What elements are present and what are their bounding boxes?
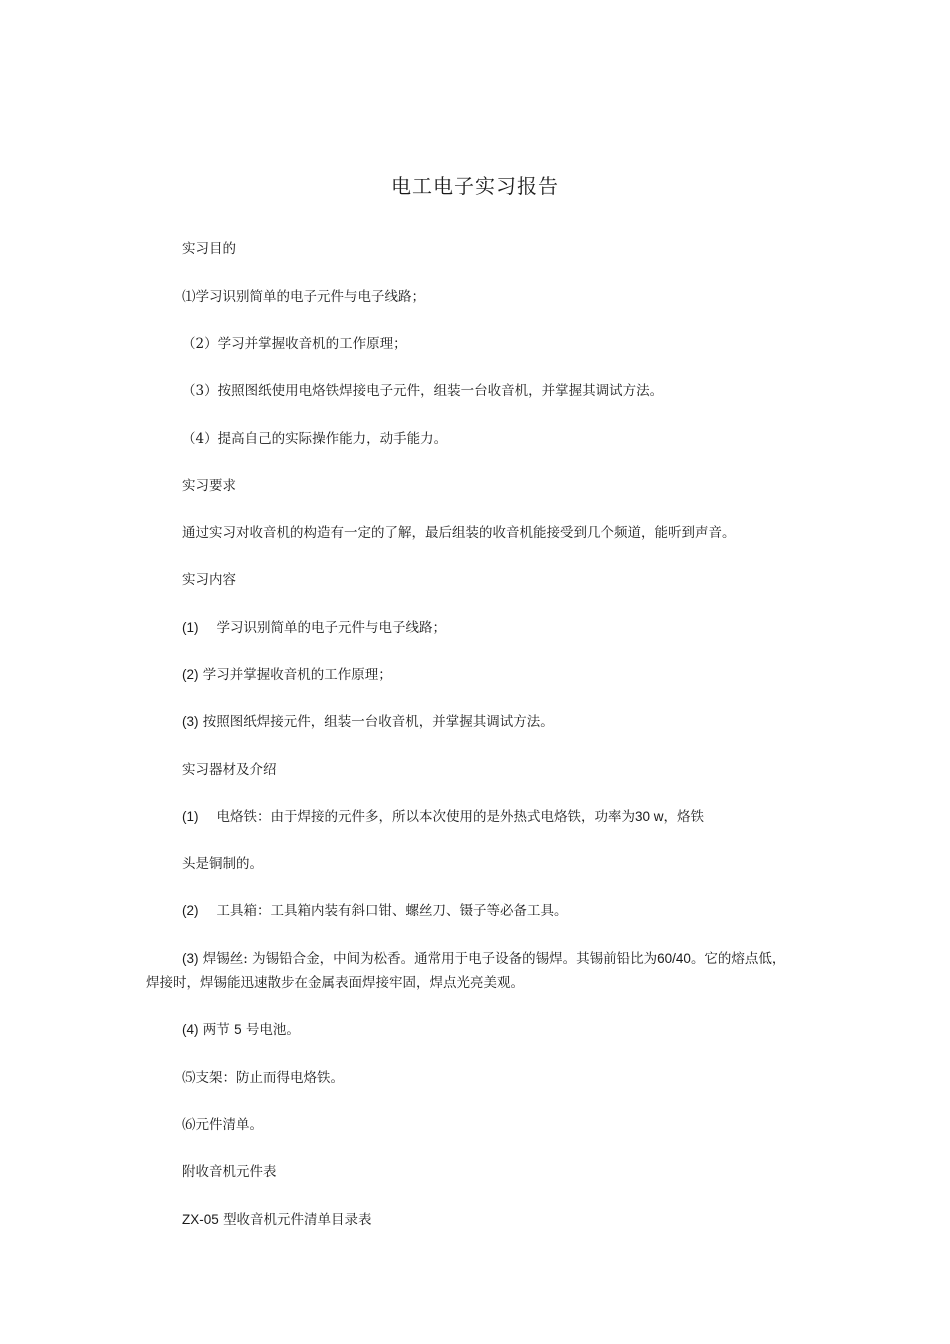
content-item-1-text: 学习识别简单的电子元件与电子线路； <box>216 620 446 636</box>
equipment-item-4-text-b: 号电池。 <box>245 1022 300 1038</box>
content-item-1 <box>182 619 446 637</box>
purpose-heading: 实习目的 <box>182 241 236 257</box>
equipment-item-1 <box>182 808 704 826</box>
content-item-1-number: (1) <box>182 620 199 635</box>
equipment-item-4 <box>182 1021 300 1039</box>
equipment-item-2 <box>182 902 568 920</box>
equipment-item-4-size: 5 <box>234 1022 242 1037</box>
purpose-item-3: （3）按照图纸使用电烙铁焊接电子元件，组装一台收音机，并掌握其调试方法。 <box>182 383 664 399</box>
purpose-item-4: （4）提高自己的实际操作能力，动手能力。 <box>182 431 448 447</box>
appendix-model: ZX-05 <box>182 1212 219 1227</box>
equipment-item-5: ⑸支架：防止而得电烙铁。 <box>182 1070 344 1086</box>
equipment-item-1-text-a: 电烙铁：由于焊接的元件多，所以本次使用的是外热式电烙铁，功率为 <box>216 809 635 825</box>
appendix-table-title <box>182 1211 372 1229</box>
document-title: 电工电子实习报告 <box>391 174 559 198</box>
requirement-text: 通过实习对收音机的构造有一定的了解，最后组装的收音机能接受到几个频道，能听到声音。 <box>182 525 736 541</box>
content-item-3 <box>182 713 554 731</box>
content-item-2-number: (2) <box>182 667 199 682</box>
equipment-heading: 实习器材及介绍 <box>182 762 277 778</box>
equipment-item-4-number: (4) <box>182 1022 199 1037</box>
purpose-item-1: ⑴学习识别简单的电子元件与电子线路； <box>182 289 425 305</box>
requirement-heading: 实习要求 <box>182 478 236 494</box>
equipment-item-3-ratio: 60/40 <box>657 951 691 966</box>
equipment-item-2-number: (2) <box>182 903 199 918</box>
content-item-3-text: 按照图纸焊接元件，组装一台收音机，并掌握其调试方法。 <box>202 714 554 730</box>
content-item-2-text: 学习并掌握收音机的工作原理； <box>202 667 392 683</box>
equipment-item-3 <box>182 950 785 968</box>
content-heading: 实习内容 <box>182 572 236 588</box>
content-item-2 <box>182 666 392 684</box>
equipment-item-1-power: 30 w <box>635 809 664 824</box>
equipment-item-1-text-b: ，烙铁 <box>663 809 705 825</box>
purpose-item-2: （2）学习并掌握收音机的工作原理； <box>182 336 407 352</box>
equipment-item-3-number: (3) <box>182 951 199 966</box>
equipment-item-1-number: (1) <box>182 809 199 824</box>
appendix-title-text: 型收音机元件清单目录表 <box>223 1212 372 1228</box>
equipment-item-3-text-a: 焊锡丝: 为锡铅合金，中间为松香。通常用于电子设备的锡焊。其锡前铅比为 <box>202 951 658 967</box>
equipment-item-6: ⑹元件清单。 <box>182 1117 263 1133</box>
content-item-3-number: (3) <box>182 714 199 729</box>
equipment-item-1-continuation: 头是铜制的。 <box>182 856 263 872</box>
equipment-item-3-continuation: 焊接时，焊锡能迅速散步在金属表面焊接牢固，焊点光亮美观。 <box>146 975 524 991</box>
equipment-item-4-text-a: 两节 <box>202 1022 230 1038</box>
equipment-item-2-text: 工具箱：工具箱内装有斜口钳、螺丝刀、镊子等必备工具。 <box>216 903 568 919</box>
appendix-heading: 附收音机元件表 <box>182 1164 277 1180</box>
equipment-item-3-text-b: 。它的熔点低， <box>690 951 786 967</box>
